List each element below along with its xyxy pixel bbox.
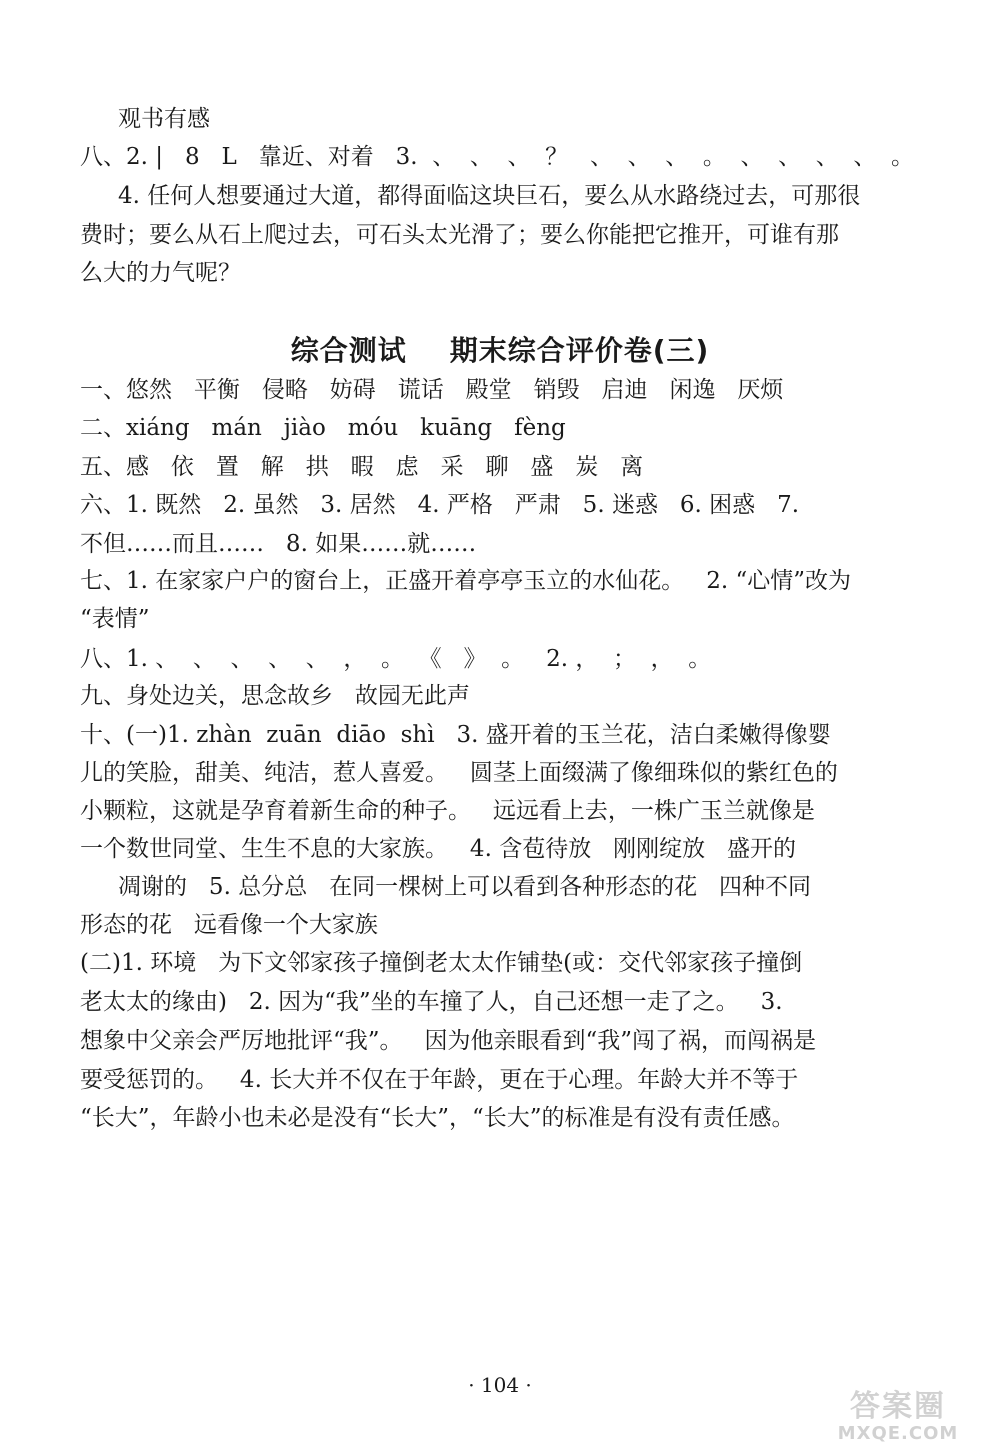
answer-line: 凋谢的 5. 总分总 在同一棵树上可以看到各种形态的花 四种不同 — [118, 874, 812, 900]
answer-line: “长大”，年龄小也未必是没有“长大”，“长大”的标准是有没有责任感。 — [80, 1105, 795, 1131]
answer-line: 十、(一)1. zhàn zuān diāo shì 3. 盛开着的玉兰花，洁白柔嫩得像婴 — [80, 722, 831, 748]
answer-line: 一、悠然 平衡 侵略 妨碍 谎话 殿堂 销毁 启迪 闲逸 厌烦 — [80, 377, 784, 403]
answer-line: 九、身处边关，思念故乡 故园无此声 — [80, 683, 470, 709]
answer-line: 形态的花 远看像一个大家族 — [80, 912, 378, 938]
answer-line: 七、1. 在家家户户的窗台上，正盛开着亭亭玉立的水仙花。 2. “心情”改为 — [80, 568, 851, 594]
text-line: 么大的力气呢？ — [80, 260, 241, 286]
answer-line: 五、感 依 置 解 拱 暇 虑 采 聊 盛 炭 离 — [80, 454, 644, 480]
text-line: 费时；要么从石上爬过去，可石头太光滑了；要么你能把它推开，可谁有那 — [80, 222, 839, 248]
answer-line: 老太太的缘由) 2. 因为“我”坐的车撞了人，自己还想一走了之。 3. — [80, 989, 783, 1015]
answer-line: 想象中父亲会严厉地批评“我”。 因为他亲眼看到“我”闯了祸，而闯祸是 — [80, 1028, 816, 1054]
text-line: 4. 任何人想要通过大道，都得面临这块巨石，要么从水路绕过去，可那很 — [118, 183, 861, 209]
section-title: 综合测试 期末综合评价卷(三) — [290, 333, 710, 367]
answer-line: 六、1. 既然 2. 虽然 3. 居然 4. 严格 严肃 5. 迷惑 6. 困惑 7. — [80, 492, 800, 518]
answer-line: (二)1. 环境 为下文邻家孩子撞倒老太太作铺垫(或：交代邻家孩子撞倒 — [80, 950, 803, 976]
text-line: 观书有感 — [118, 106, 210, 132]
answer-line: 儿的笑脸，甜美、纯洁，惹人喜爱。 圆茎上面缀满了像细珠似的紫红色的 — [80, 760, 838, 786]
answer-line: 小颗粒，这就是孕育着新生命的种子。 远远看上去，一株广玉兰就像是 — [80, 798, 815, 824]
answer-line: 不但……而且…… 8. 如果……就…… — [80, 531, 477, 557]
page-number: · 104 · — [468, 1373, 532, 1397]
text-line: 八、2. | 8 L 靠近、对着 3. 、 、 、 ？ 、 、 、 。 、 、 、 、 。 — [80, 144, 914, 170]
watermark-url: MXQE.COM — [837, 1423, 959, 1444]
answer-line: 八、1. 、 、 、 、 、 ， 。 《 》 。 2. ， ； ， 。 — [80, 646, 712, 672]
answer-line: “表情” — [80, 606, 150, 632]
answer-line: 二、xiáng mán jiào móu kuāng fèng — [80, 415, 566, 441]
answer-line: 一个数世同堂、生生不息的大家族。 4. 含苞待放 刚刚绽放 盛开的 — [80, 836, 797, 862]
watermark-logo — [818, 1390, 978, 1446]
answer-line: 要受惩罚的。 4. 长大并不仅在于年龄，更在于心理。年龄大并不等于 — [80, 1067, 799, 1093]
watermark-logo-text: 答案圈 — [850, 1389, 946, 1424]
